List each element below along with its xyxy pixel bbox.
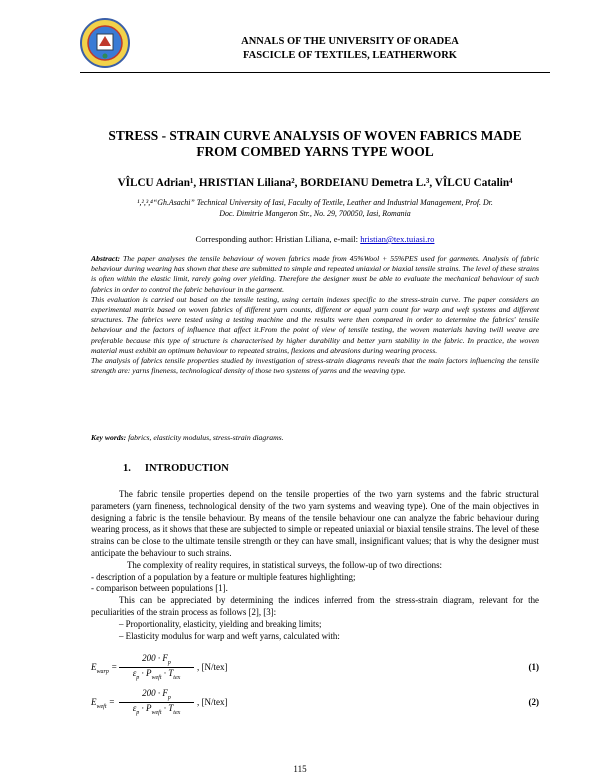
equation-1-unit: , [N/tex] <box>197 662 228 672</box>
keywords-label: Key words: <box>91 433 127 442</box>
paper-title <box>80 128 550 160</box>
title-line-1: STRESS - STRAIN CURVE ANALYSIS OF WOVEN FABRICS MADE <box>108 128 522 143</box>
header-divider <box>80 72 550 73</box>
abstract <box>91 254 539 376</box>
university-logo <box>80 18 130 68</box>
affiliation <box>90 197 540 219</box>
intro-p2: The complexity of reality requires, in statistical surveys, the follow-up of two directions: <box>127 559 442 570</box>
corresponding-label: Corresponding author: Hristian Liliana, e-mail: <box>195 234 361 244</box>
equation-2-fraction: $200 \cdot F_p$ $\varepsilon_p \cdot P_{weft} \cdot T_{tex}$ <box>119 688 194 716</box>
section-title: INTRODUCTION <box>144 463 229 474</box>
equation-1-number: (1) <box>528 662 539 672</box>
abstract-p2: This evaluation is carried out based on the tensile testing, using certain indexes specific to the stress-strain curve. The paper considers an experimental matrix based on woven fabrics of different yarn counts, different or equal yarn count for warp and weft systems and different structures. The fabrics were tested using a testing machine and the results were then compared in order to determine the fabrics' tensile behaviour and the factors of influence that affect it.From the point of view of tensile testing, the woven materials having twill weave are preferable because this type of structure is characterised by higher durability and better yarn stability in the fabric. In practice, the woven material must exhibit an optimum behaviour to repeated strains, flexions and abrasions during wearing process. <box>91 294 539 355</box>
title-line-2: FROM COMBED YARNS TYPE WOOL <box>196 144 434 159</box>
authors: VÎLCU Adrian¹, HRISTIAN Liliana², BORDEIANU Demetra L.³, VÎLCU Catalin⁴ <box>117 177 513 189</box>
section-heading <box>123 463 243 474</box>
equation-2 <box>91 688 539 718</box>
corresponding-author <box>80 234 550 244</box>
abstract-label: Abstract: <box>91 254 121 263</box>
email-link[interactable]: hristian@tex.tuiasi.ro <box>360 234 435 244</box>
intro-p4: - comparison between populations [1]. <box>91 583 228 594</box>
equation-1-fraction: $200 \cdot F_p$ $\varepsilon_p \cdot P_{weft} \cdot T_{tex}$ <box>119 653 194 681</box>
abstract-p3: The analysis of fabrics tensile properties studied by investigation of stress-strain diagrams reveals that the main factors influencing the tensile strength are: yarns fineness, technological density of those two systems of yarns and the weaving type. <box>91 356 539 376</box>
equation-2-lhs: $E_{weft}$ = <box>91 697 115 710</box>
intro-p5: This can be appreciated by determining the indices inferred from the stress-strain diagram, relevant for the peculiarities of the strain process as follows [2], [3]: <box>91 595 539 617</box>
abstract-p1: The paper analyses the tensile behaviour of woven fabrics made from 45%Wool + 55%PES used for garments. Analysis of fabric behaviour during wearing has shown that these are submitted to simple and repeated uniaxial or biaxial tensile strains. The level of these strains is often within the elastic limit, rarely going over yielding. Therefore the designer must be able to evaluate the mechanical behaviour of such fabrics in order to control the fabric behaviour in the garment. <box>91 254 539 294</box>
equation-1 <box>91 653 539 683</box>
intro-p1: The fabric tensile properties depend on the tensile properties of the two yarn systems and the fabric structural parameters (yarn fineness, technological density of the two yarn systems and weaving type). One of the main objectives in designing a fabric is the tensile behaviour. By means of the tensile behaviour one can analyze the fabric behaviour during wearing process, as it shows that these are subjected to simple or repeated uniaxial or biaxial tensile strains. The level of these strains can be close to the ultimate tensile strength or they can have small, insignificant values; that is why the designer must anticipate the behaviour to such strains. <box>91 489 539 558</box>
page-number: 115 <box>293 764 307 774</box>
journal-fascicle: FASCICLE OF TEXTILES, LEATHERWORK <box>243 50 457 61</box>
section-number: 1. <box>123 463 131 474</box>
intro-p3: - description of a population by a feature or multiple features highlighting; <box>91 571 356 582</box>
intro-p6: – Proportionality, elasticity, yielding and breaking limits; <box>119 618 322 629</box>
introduction-body <box>91 489 539 642</box>
equation-2-unit: , [N/tex] <box>197 697 228 707</box>
keywords <box>91 433 539 442</box>
intro-p7: – Elasticity modulus for warp and weft yarns, calculated with: <box>119 630 340 641</box>
equation-1-lhs: $E_{warp}$ = <box>91 662 118 675</box>
affiliation-line-1: ¹,²,³,⁴“Gh.Asachi” Technical University of Iasi, Faculty of Textile, Leather and Industrial Management, Prof. Dr. <box>137 198 493 207</box>
equation-2-number: (2) <box>528 697 539 707</box>
affiliation-line-2: Doc. Dimitrie Mangeron Str., No. 29, 700050, Iasi, Romania <box>219 209 411 218</box>
keywords-text: fabrics, elasticity modulus, stress-strain diagrams. <box>126 433 284 442</box>
journal-name: ANNALS OF THE UNIVERSITY OF ORADEA <box>241 36 459 47</box>
